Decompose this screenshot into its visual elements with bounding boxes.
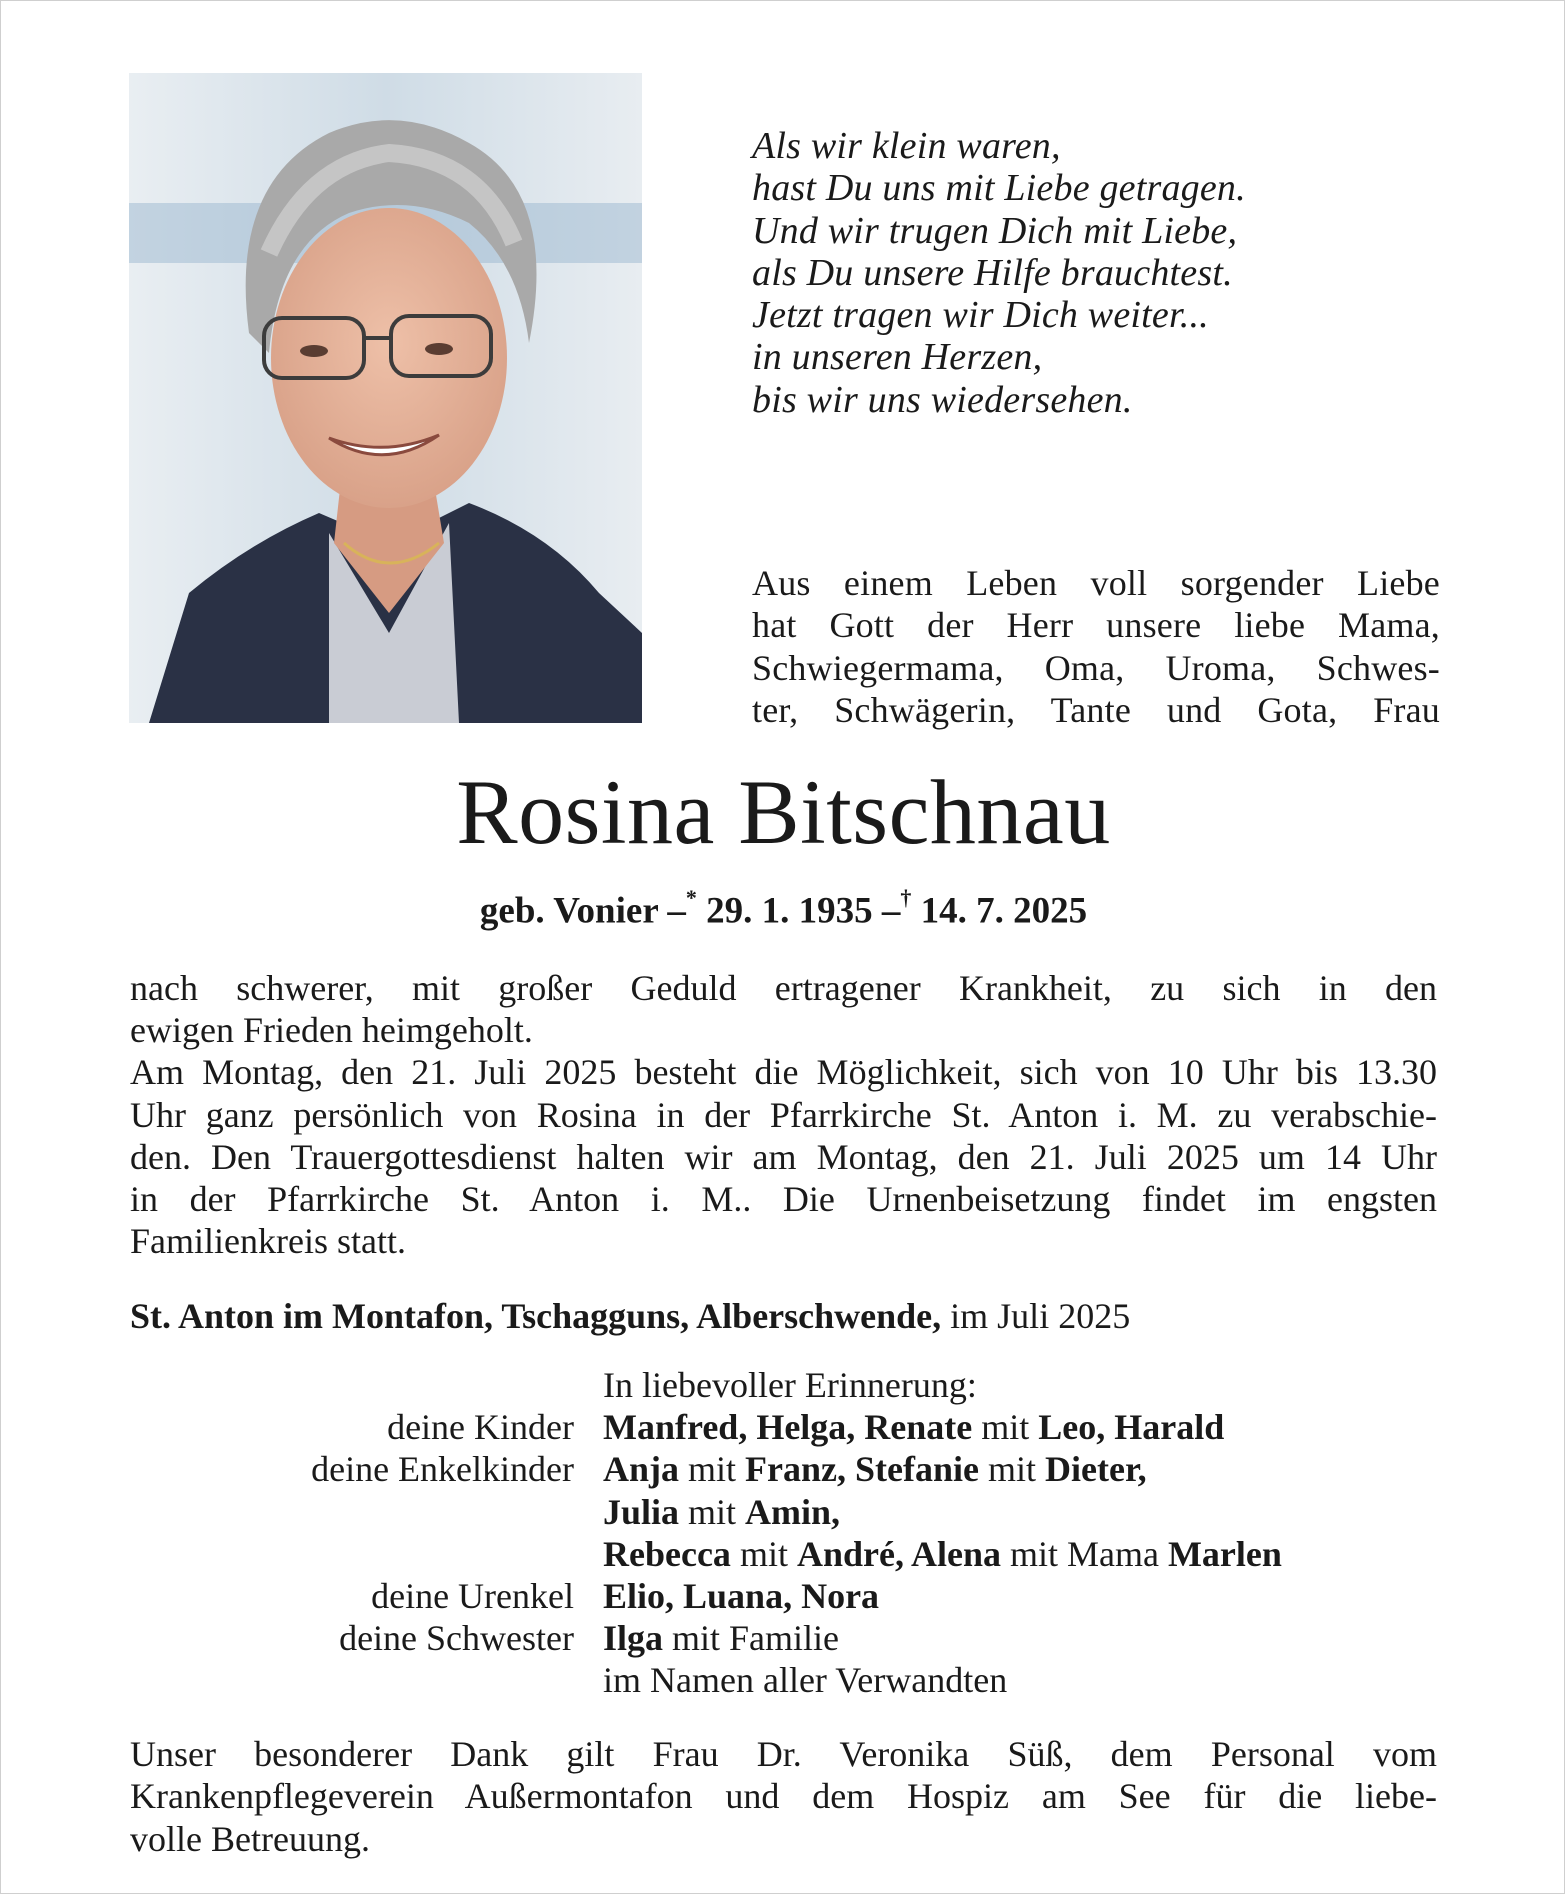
relation-label: deine Kinder bbox=[387, 1407, 574, 1448]
intro-line: hat Gott der Herr unsere liebe Mama, bbox=[752, 605, 1440, 646]
name-bold: Anja bbox=[603, 1449, 680, 1490]
mourner-row bbox=[0, 1575, 1567, 1617]
intro-paragraph bbox=[752, 562, 1452, 731]
poem-line: Jetzt tragen wir Dich weiter... bbox=[752, 294, 1209, 337]
poem-line: in unseren Herzen, bbox=[752, 336, 1043, 379]
mourner-names bbox=[603, 1617, 839, 1659]
name-connector: mit bbox=[688, 1491, 737, 1532]
locations: St. Anton im Montafon, Tschagguns, Alberschwende, bbox=[130, 1296, 942, 1336]
name-bold: André, Alena bbox=[796, 1533, 1001, 1574]
name-bold: Marlen bbox=[1167, 1533, 1282, 1574]
relation-label: deine Schwester bbox=[339, 1618, 574, 1659]
name-connector: mit bbox=[739, 1533, 788, 1574]
poem-line: hast Du uns mit Liebe getragen. bbox=[752, 167, 1246, 210]
body-line: ewigen Frieden heimgeholt. bbox=[130, 1010, 533, 1051]
poem-line: Als wir klein waren, bbox=[752, 125, 1061, 167]
body-line: nach schwerer, mit großer Geduld ertragener Krankheit, zu sich in den bbox=[130, 968, 1437, 1008]
body-line: den. Den Trauergottesdienst halten wir am Montag, den 21. Juli 2025 um 14 Uhr bbox=[130, 1136, 1437, 1177]
name-connector: mit bbox=[688, 1449, 737, 1490]
thanks-paragraph bbox=[130, 1733, 1437, 1860]
name-bold: Manfred, Helga, Renate bbox=[603, 1407, 973, 1448]
name-bold: Amin, bbox=[745, 1491, 841, 1532]
name-connector: mit bbox=[987, 1449, 1036, 1490]
name-connector: mit bbox=[981, 1407, 1030, 1448]
relation-label: deine Enkelkinder bbox=[311, 1449, 574, 1490]
mourner-row bbox=[0, 1659, 1567, 1701]
mourner-names bbox=[603, 1533, 1282, 1575]
body-line: Uhr ganz persönlich von Rosina in der Pfarrkirche St. Anton i. M. zu verabschie- bbox=[130, 1094, 1437, 1135]
body-line: Am Montag, den 21. Juli 2025 besteht die Möglichkeit, sich von 10 Uhr bis 13.30 bbox=[130, 1052, 1437, 1093]
mourner-row bbox=[0, 1533, 1567, 1575]
portrait-photo bbox=[129, 73, 642, 723]
poem-line: Und wir trugen Dich mit Liebe, bbox=[752, 209, 1238, 252]
mourner-row bbox=[0, 1406, 1567, 1448]
poem-line: als Du unsere Hilfe brauchtest. bbox=[752, 251, 1233, 294]
mourner-names bbox=[603, 1491, 840, 1533]
mourner-row bbox=[0, 1448, 1567, 1490]
place-date-line bbox=[130, 1295, 1130, 1337]
name-bold: Julia bbox=[603, 1491, 680, 1532]
birth-date: 29. 1. 1935 bbox=[706, 890, 873, 932]
name-bold: Dieter, bbox=[1045, 1449, 1147, 1490]
thanks-line: Unser besonderer Dank gilt Frau Dr. Veronika Süß, dem Personal vom bbox=[130, 1734, 1437, 1774]
separator: – bbox=[881, 890, 901, 932]
intro-line: Aus einem Leben voll sorgender Liebe bbox=[752, 563, 1440, 603]
mourner-names bbox=[603, 1575, 879, 1617]
poem bbox=[752, 125, 1452, 421]
thanks-line: Krankenpflegeverein Außermontafon und dem Hospiz am See für die liebe- bbox=[130, 1776, 1437, 1817]
thanks-line: volle Betreuung. bbox=[130, 1818, 370, 1859]
death-symbol: † bbox=[900, 885, 912, 910]
mourners-list bbox=[0, 1364, 1567, 1702]
name-connector: mit Mama bbox=[1009, 1533, 1159, 1574]
separator: – bbox=[667, 890, 686, 932]
place-date: im Juli 2025 bbox=[950, 1296, 1131, 1336]
name-bold: Franz, Stefanie bbox=[745, 1449, 979, 1490]
name-bold: Elio, Luana, Nora bbox=[603, 1575, 880, 1616]
body-line: in der Pfarrkirche St. Anton i. M.. Die Urnenbeisetzung findet im engsten bbox=[130, 1179, 1437, 1220]
mourner-row bbox=[0, 1491, 1567, 1533]
maiden-name: geb. Vonier bbox=[479, 890, 659, 932]
poem-line: bis wir uns wiedersehen. bbox=[752, 378, 1133, 421]
relatives-line: im Namen aller Verwandten bbox=[603, 1660, 1008, 1701]
name-connector: mit Familie bbox=[672, 1618, 840, 1659]
mourner-row bbox=[0, 1617, 1567, 1659]
body-line: Familienkreis statt. bbox=[130, 1221, 406, 1262]
death-date: 14. 7. 2025 bbox=[920, 890, 1088, 932]
mourners-heading-row bbox=[0, 1364, 1567, 1406]
intro-line: ter, Schwägerin, Tante und Gota, Frau bbox=[752, 689, 1440, 730]
life-dates bbox=[0, 880, 1567, 933]
birth-symbol: * bbox=[685, 885, 697, 910]
mourner-names bbox=[603, 1406, 1224, 1448]
name-bold: Leo, Harald bbox=[1038, 1407, 1225, 1448]
announcement-body bbox=[130, 967, 1437, 1262]
portrait-image bbox=[129, 73, 642, 723]
name-bold: Ilga bbox=[603, 1618, 664, 1659]
name-bold: Rebecca bbox=[603, 1533, 731, 1574]
relation-label: deine Urenkel bbox=[371, 1575, 574, 1616]
mourner-names bbox=[603, 1448, 1147, 1490]
intro-line: Schwiegermama, Oma, Uroma, Schwes- bbox=[752, 647, 1440, 688]
deceased-name: Rosina Bitschnau bbox=[456, 761, 1111, 863]
mourners-heading: In liebevoller Erinnerung: bbox=[603, 1365, 977, 1405]
